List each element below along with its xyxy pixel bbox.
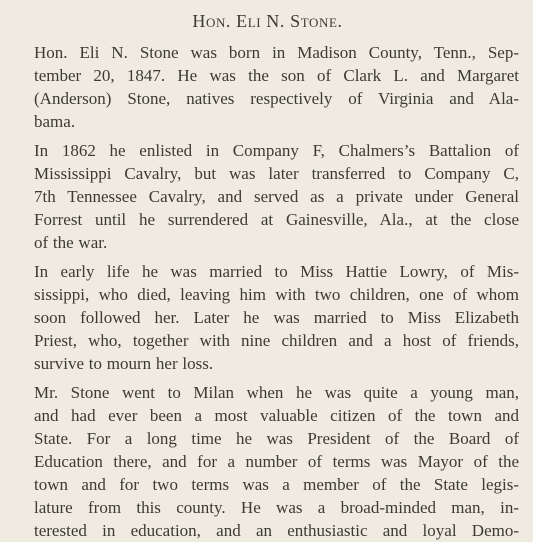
text-line: In early life he was married to Miss Hattie Lowry, of Mis-: [34, 262, 519, 281]
text-line: Education there, and for a number of terms was Mayor of the: [34, 452, 519, 471]
text-line: of the war.: [34, 233, 108, 252]
paragraph-birth: [16, 41, 519, 133]
text-line: Priest, who, together with nine children and a host of friends,: [34, 331, 519, 350]
text-line: terested in education, and an enthusiastic and loyal Demo-: [34, 521, 519, 540]
text-line: town and for two terms was a member of the State legis-: [34, 475, 519, 494]
text-line: In 1862 he enlisted in Company F, Chalmers’s Battalion of: [34, 141, 519, 160]
paragraph-civic: [16, 381, 519, 542]
text-line: sissippi, who died, leaving him with two children, one of whom: [34, 285, 519, 304]
paragraph-marriage: [16, 260, 519, 375]
text-line: 7th Tennessee Cavalry, and served as a private under General: [34, 187, 519, 206]
text-line: tember 20, 1847. He was the son of Clark L. and Margaret: [34, 66, 519, 85]
page-title: Hon. Eli N. Stone.: [192, 11, 343, 31]
paragraph-military: [16, 139, 519, 254]
text-line: Forrest until he surrendered at Gainesville, Ala., at the close: [34, 210, 519, 229]
text-line: Mississippi Cavalry, but was later transferred to Company C,: [34, 164, 519, 183]
text-line: survive to mourn her loss.: [34, 354, 214, 373]
text-line: State. For a long time he was President of the Board of: [34, 429, 519, 448]
text-line: lature from this county. He was a broad-minded man, in-: [34, 498, 519, 517]
text-line: and had ever been a most valuable citizen of the town and: [34, 406, 519, 425]
text-line: soon followed her. Later he was married to Miss Elizabeth: [34, 308, 519, 327]
text-line: (Anderson) Stone, natives respectively of Virginia and Ala-: [34, 89, 519, 108]
text-line: Hon. Eli N. Stone was born in Madison County, Tenn., Sep-: [34, 43, 519, 62]
text-line: bama.: [34, 112, 76, 131]
text-line: Mr. Stone went to Milan when he was quite a young man,: [34, 383, 519, 402]
